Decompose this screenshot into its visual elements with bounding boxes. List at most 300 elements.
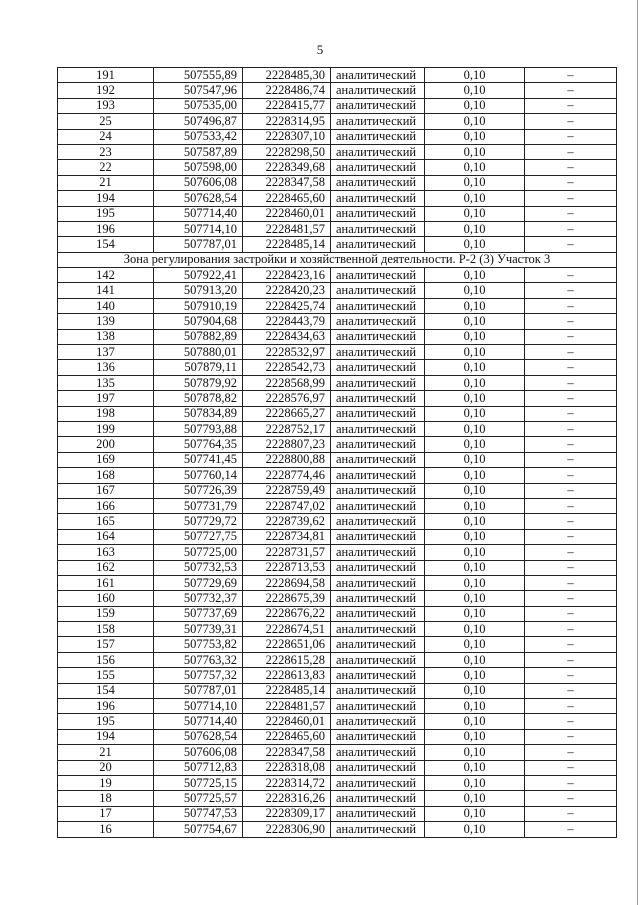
- accuracy-cell: 0,10: [425, 391, 525, 406]
- method-cell: аналитический: [331, 575, 425, 590]
- point-number-cell: 24: [58, 129, 154, 144]
- accuracy-cell: 0,10: [425, 114, 525, 129]
- point-number-cell: 135: [58, 375, 154, 390]
- y-coordinate-cell: 2228675,39: [243, 591, 331, 606]
- page-number: 5: [316, 42, 324, 57]
- method-cell: аналитический: [331, 160, 425, 175]
- point-number-cell: 191: [58, 68, 154, 83]
- x-coordinate-cell: 507878,82: [154, 391, 243, 406]
- note-cell: –: [525, 729, 617, 744]
- method-cell: аналитический: [331, 483, 425, 498]
- x-coordinate-cell: 507757,32: [154, 668, 243, 683]
- note-cell: –: [525, 791, 617, 806]
- table-row: [58, 221, 617, 236]
- point-number-cell: 169: [58, 452, 154, 467]
- method-cell: аналитический: [331, 606, 425, 621]
- x-coordinate-cell: 507793,88: [154, 421, 243, 436]
- method-cell: аналитический: [331, 775, 425, 790]
- x-coordinate-cell: 507882,89: [154, 329, 243, 344]
- table-row: [58, 129, 617, 144]
- point-number-cell: 21: [58, 745, 154, 760]
- y-coordinate-cell: 2228425,74: [243, 298, 331, 313]
- note-cell: –: [525, 144, 617, 159]
- table-row: [58, 360, 617, 375]
- accuracy-cell: 0,10: [425, 144, 525, 159]
- method-cell: аналитический: [331, 468, 425, 483]
- method-cell: аналитический: [331, 806, 425, 821]
- accuracy-cell: 0,10: [425, 806, 525, 821]
- accuracy-cell: 0,10: [425, 83, 525, 98]
- point-number-cell: 199: [58, 421, 154, 436]
- y-coordinate-cell: 2228434,63: [243, 329, 331, 344]
- note-cell: –: [525, 237, 617, 252]
- method-cell: аналитический: [331, 637, 425, 652]
- table-row: [58, 791, 617, 806]
- accuracy-cell: 0,10: [425, 514, 525, 529]
- x-coordinate-cell: 507904,68: [154, 314, 243, 329]
- point-number-cell: 161: [58, 575, 154, 590]
- note-cell: –: [525, 175, 617, 190]
- y-coordinate-cell: 2228465,60: [243, 191, 331, 206]
- x-coordinate-cell: 507714,40: [154, 714, 243, 729]
- accuracy-cell: 0,10: [425, 129, 525, 144]
- method-cell: аналитический: [331, 283, 425, 298]
- x-coordinate-cell: 507725,57: [154, 791, 243, 806]
- point-number-cell: 156: [58, 652, 154, 667]
- method-cell: аналитический: [331, 591, 425, 606]
- table-row: [58, 68, 617, 83]
- method-cell: аналитический: [331, 683, 425, 698]
- note-cell: –: [525, 406, 617, 421]
- method-cell: аналитический: [331, 360, 425, 375]
- table-row: [58, 160, 617, 175]
- y-coordinate-cell: 2228481,57: [243, 699, 331, 714]
- note-cell: –: [525, 68, 617, 83]
- method-cell: аналитический: [331, 268, 425, 283]
- x-coordinate-cell: 507712,83: [154, 760, 243, 775]
- point-number-cell: 168: [58, 468, 154, 483]
- method-cell: аналитический: [331, 545, 425, 560]
- x-coordinate-cell: 507714,10: [154, 699, 243, 714]
- point-number-cell: 197: [58, 391, 154, 406]
- accuracy-cell: 0,10: [425, 345, 525, 360]
- zone-section: [58, 252, 617, 267]
- x-coordinate-cell: 507535,00: [154, 98, 243, 113]
- note-cell: –: [525, 760, 617, 775]
- x-coordinate-cell: 507732,53: [154, 560, 243, 575]
- note-cell: –: [525, 314, 617, 329]
- x-coordinate-cell: 507753,82: [154, 637, 243, 652]
- y-coordinate-cell: 2228694,58: [243, 575, 331, 590]
- table-row: [58, 452, 617, 467]
- note-cell: –: [525, 483, 617, 498]
- accuracy-cell: 0,10: [425, 652, 525, 667]
- note-cell: –: [525, 391, 617, 406]
- table-row: [58, 775, 617, 790]
- x-coordinate-cell: 507879,11: [154, 360, 243, 375]
- y-coordinate-cell: 2228318,08: [243, 760, 331, 775]
- table-row: [58, 314, 617, 329]
- point-number-cell: 166: [58, 498, 154, 513]
- method-cell: аналитический: [331, 699, 425, 714]
- x-coordinate-cell: 507727,75: [154, 529, 243, 544]
- point-number-cell: 195: [58, 206, 154, 221]
- accuracy-cell: 0,10: [425, 298, 525, 313]
- x-coordinate-cell: 507628,54: [154, 191, 243, 206]
- accuracy-cell: 0,10: [425, 606, 525, 621]
- point-number-cell: 25: [58, 114, 154, 129]
- method-cell: аналитический: [331, 652, 425, 667]
- y-coordinate-cell: 2228542,73: [243, 360, 331, 375]
- y-coordinate-cell: 2228485,14: [243, 683, 331, 698]
- note-cell: –: [525, 514, 617, 529]
- x-coordinate-cell: 507879,92: [154, 375, 243, 390]
- table-row: [58, 114, 617, 129]
- point-number-cell: 20: [58, 760, 154, 775]
- method-cell: аналитический: [331, 622, 425, 637]
- x-coordinate-cell: 507760,14: [154, 468, 243, 483]
- method-cell: аналитический: [331, 668, 425, 683]
- accuracy-cell: 0,10: [425, 760, 525, 775]
- table-row: [58, 806, 617, 821]
- note-cell: –: [525, 529, 617, 544]
- y-coordinate-cell: 2228485,30: [243, 68, 331, 83]
- note-cell: –: [525, 560, 617, 575]
- y-coordinate-cell: 2228759,49: [243, 483, 331, 498]
- method-cell: аналитический: [331, 498, 425, 513]
- x-coordinate-cell: 507533,42: [154, 129, 243, 144]
- method-cell: аналитический: [331, 514, 425, 529]
- table-row: [58, 406, 617, 421]
- accuracy-cell: 0,10: [425, 360, 525, 375]
- note-cell: –: [525, 714, 617, 729]
- x-coordinate-cell: 507606,08: [154, 175, 243, 190]
- note-cell: –: [525, 160, 617, 175]
- table-row: [58, 437, 617, 452]
- x-coordinate-cell: 507737,69: [154, 606, 243, 621]
- point-number-cell: 160: [58, 591, 154, 606]
- method-cell: аналитический: [331, 114, 425, 129]
- accuracy-cell: 0,10: [425, 822, 525, 837]
- method-cell: аналитический: [331, 191, 425, 206]
- accuracy-cell: 0,10: [425, 745, 525, 760]
- note-cell: –: [525, 545, 617, 560]
- y-coordinate-cell: 2228423,16: [243, 268, 331, 283]
- x-coordinate-cell: 507910,19: [154, 298, 243, 313]
- method-cell: аналитический: [331, 421, 425, 436]
- accuracy-cell: 0,10: [425, 591, 525, 606]
- x-coordinate-cell: 507731,79: [154, 498, 243, 513]
- method-cell: аналитический: [331, 406, 425, 421]
- point-number-cell: 136: [58, 360, 154, 375]
- point-number-cell: 142: [58, 268, 154, 283]
- table-row: [58, 206, 617, 221]
- y-coordinate-cell: 2228734,81: [243, 529, 331, 544]
- method-cell: аналитический: [331, 822, 425, 837]
- y-coordinate-cell: 2228613,83: [243, 668, 331, 683]
- accuracy-cell: 0,10: [425, 160, 525, 175]
- point-number-cell: 140: [58, 298, 154, 313]
- zone-title: Зона регулирования застройки и хозяйственной деятельности. Р-2 (3) Участок 3: [58, 252, 617, 267]
- note-cell: –: [525, 822, 617, 837]
- table-row: [58, 529, 617, 544]
- point-number-cell: 162: [58, 560, 154, 575]
- note-cell: –: [525, 221, 617, 236]
- zone-header-row: [58, 252, 617, 267]
- point-number-cell: 158: [58, 622, 154, 637]
- method-cell: аналитический: [331, 98, 425, 113]
- table-row: [58, 514, 617, 529]
- point-number-cell: 23: [58, 144, 154, 159]
- accuracy-cell: 0,10: [425, 421, 525, 436]
- method-cell: аналитический: [331, 791, 425, 806]
- point-number-cell: 200: [58, 437, 154, 452]
- y-coordinate-cell: 2228674,51: [243, 622, 331, 637]
- table-row: [58, 606, 617, 621]
- y-coordinate-cell: 2228314,95: [243, 114, 331, 129]
- method-cell: аналитический: [331, 68, 425, 83]
- point-number-cell: 19: [58, 775, 154, 790]
- y-coordinate-cell: 2228460,01: [243, 714, 331, 729]
- x-coordinate-cell: 507732,37: [154, 591, 243, 606]
- accuracy-cell: 0,10: [425, 560, 525, 575]
- note-cell: –: [525, 421, 617, 436]
- table-row: [58, 745, 617, 760]
- table-row: [58, 283, 617, 298]
- x-coordinate-cell: 507547,96: [154, 83, 243, 98]
- accuracy-cell: 0,10: [425, 775, 525, 790]
- table-row: [58, 760, 617, 775]
- accuracy-cell: 0,10: [425, 375, 525, 390]
- accuracy-cell: 0,10: [425, 437, 525, 452]
- y-coordinate-cell: 2228807,23: [243, 437, 331, 452]
- accuracy-cell: 0,10: [425, 221, 525, 236]
- point-number-cell: 18: [58, 791, 154, 806]
- table-row: [58, 652, 617, 667]
- point-number-cell: 138: [58, 329, 154, 344]
- x-coordinate-cell: 507787,01: [154, 237, 243, 252]
- method-cell: аналитический: [331, 206, 425, 221]
- method-cell: аналитический: [331, 560, 425, 575]
- accuracy-cell: 0,10: [425, 729, 525, 744]
- y-coordinate-cell: 2228568,99: [243, 375, 331, 390]
- note-cell: –: [525, 606, 617, 621]
- point-number-cell: 196: [58, 221, 154, 236]
- note-cell: –: [525, 468, 617, 483]
- table-row: [58, 375, 617, 390]
- y-coordinate-cell: 2228774,46: [243, 468, 331, 483]
- table-row: [58, 468, 617, 483]
- x-coordinate-cell: 507555,89: [154, 68, 243, 83]
- note-cell: –: [525, 622, 617, 637]
- coordinates-table: [57, 67, 617, 838]
- accuracy-cell: 0,10: [425, 545, 525, 560]
- note-cell: –: [525, 637, 617, 652]
- point-number-cell: 198: [58, 406, 154, 421]
- x-coordinate-cell: 507729,72: [154, 514, 243, 529]
- x-coordinate-cell: 507739,31: [154, 622, 243, 637]
- note-cell: –: [525, 683, 617, 698]
- point-number-cell: 137: [58, 345, 154, 360]
- y-coordinate-cell: 2228481,57: [243, 221, 331, 236]
- method-cell: аналитический: [331, 83, 425, 98]
- table-row: [58, 545, 617, 560]
- accuracy-cell: 0,10: [425, 329, 525, 344]
- y-coordinate-cell: 2228443,79: [243, 314, 331, 329]
- table-row: [58, 729, 617, 744]
- x-coordinate-cell: 507834,89: [154, 406, 243, 421]
- y-coordinate-cell: 2228676,22: [243, 606, 331, 621]
- y-coordinate-cell: 2228347,58: [243, 745, 331, 760]
- method-cell: аналитический: [331, 745, 425, 760]
- y-coordinate-cell: 2228309,17: [243, 806, 331, 821]
- table-body-after-zone: [58, 268, 617, 837]
- x-coordinate-cell: 507726,39: [154, 483, 243, 498]
- point-number-cell: 17: [58, 806, 154, 821]
- x-coordinate-cell: 507880,01: [154, 345, 243, 360]
- point-number-cell: 164: [58, 529, 154, 544]
- x-coordinate-cell: 507754,67: [154, 822, 243, 837]
- y-coordinate-cell: 2228415,77: [243, 98, 331, 113]
- note-cell: –: [525, 114, 617, 129]
- accuracy-cell: 0,10: [425, 406, 525, 421]
- table-row: [58, 683, 617, 698]
- point-number-cell: 157: [58, 637, 154, 652]
- accuracy-cell: 0,10: [425, 98, 525, 113]
- point-number-cell: 154: [58, 237, 154, 252]
- accuracy-cell: 0,10: [425, 529, 525, 544]
- note-cell: –: [525, 129, 617, 144]
- x-coordinate-cell: 507496,87: [154, 114, 243, 129]
- point-number-cell: 22: [58, 160, 154, 175]
- y-coordinate-cell: 2228465,60: [243, 729, 331, 744]
- table-row: [58, 345, 617, 360]
- table-row: [58, 668, 617, 683]
- method-cell: аналитический: [331, 391, 425, 406]
- y-coordinate-cell: 2228665,27: [243, 406, 331, 421]
- point-number-cell: 167: [58, 483, 154, 498]
- y-coordinate-cell: 2228752,17: [243, 421, 331, 436]
- table-row: [58, 483, 617, 498]
- x-coordinate-cell: 507628,54: [154, 729, 243, 744]
- accuracy-cell: 0,10: [425, 699, 525, 714]
- accuracy-cell: 0,10: [425, 268, 525, 283]
- y-coordinate-cell: 2228298,50: [243, 144, 331, 159]
- method-cell: аналитический: [331, 529, 425, 544]
- note-cell: –: [525, 98, 617, 113]
- x-coordinate-cell: 507741,45: [154, 452, 243, 467]
- x-coordinate-cell: 507587,89: [154, 144, 243, 159]
- y-coordinate-cell: 2228739,62: [243, 514, 331, 529]
- y-coordinate-cell: 2228615,28: [243, 652, 331, 667]
- accuracy-cell: 0,10: [425, 237, 525, 252]
- method-cell: аналитический: [331, 298, 425, 313]
- table-row: [58, 298, 617, 313]
- x-coordinate-cell: 507763,32: [154, 652, 243, 667]
- table-row: [58, 622, 617, 637]
- table-row: [58, 421, 617, 436]
- y-coordinate-cell: 2228347,58: [243, 175, 331, 190]
- point-number-cell: 139: [58, 314, 154, 329]
- y-coordinate-cell: 2228651,06: [243, 637, 331, 652]
- point-number-cell: 163: [58, 545, 154, 560]
- x-coordinate-cell: 507725,00: [154, 545, 243, 560]
- table-row: [58, 391, 617, 406]
- note-cell: –: [525, 83, 617, 98]
- note-cell: –: [525, 806, 617, 821]
- note-cell: –: [525, 375, 617, 390]
- accuracy-cell: 0,10: [425, 575, 525, 590]
- accuracy-cell: 0,10: [425, 206, 525, 221]
- method-cell: аналитический: [331, 144, 425, 159]
- point-number-cell: 193: [58, 98, 154, 113]
- method-cell: аналитический: [331, 237, 425, 252]
- accuracy-cell: 0,10: [425, 452, 525, 467]
- table-row: [58, 191, 617, 206]
- note-cell: –: [525, 345, 617, 360]
- accuracy-cell: 0,10: [425, 637, 525, 652]
- y-coordinate-cell: 2228420,23: [243, 283, 331, 298]
- method-cell: аналитический: [331, 452, 425, 467]
- method-cell: аналитический: [331, 729, 425, 744]
- note-cell: –: [525, 591, 617, 606]
- table-row: [58, 714, 617, 729]
- point-number-cell: 192: [58, 83, 154, 98]
- accuracy-cell: 0,10: [425, 668, 525, 683]
- table-row: [58, 699, 617, 714]
- table-row: [58, 822, 617, 837]
- x-coordinate-cell: 507725,15: [154, 775, 243, 790]
- note-cell: –: [525, 699, 617, 714]
- point-number-cell: 154: [58, 683, 154, 698]
- point-number-cell: 196: [58, 699, 154, 714]
- table-row: [58, 98, 617, 113]
- x-coordinate-cell: 507729,69: [154, 575, 243, 590]
- point-number-cell: 16: [58, 822, 154, 837]
- note-cell: –: [525, 575, 617, 590]
- accuracy-cell: 0,10: [425, 622, 525, 637]
- method-cell: аналитический: [331, 760, 425, 775]
- table-row: [58, 83, 617, 98]
- table-row: [58, 237, 617, 252]
- y-coordinate-cell: 2228485,14: [243, 237, 331, 252]
- y-coordinate-cell: 2228486,74: [243, 83, 331, 98]
- point-number-cell: 141: [58, 283, 154, 298]
- point-number-cell: 159: [58, 606, 154, 621]
- method-cell: аналитический: [331, 345, 425, 360]
- accuracy-cell: 0,10: [425, 468, 525, 483]
- y-coordinate-cell: 2228349,68: [243, 160, 331, 175]
- method-cell: аналитический: [331, 175, 425, 190]
- method-cell: аналитический: [331, 221, 425, 236]
- note-cell: –: [525, 498, 617, 513]
- scan-edge-line: [637, 0, 638, 905]
- x-coordinate-cell: 507764,35: [154, 437, 243, 452]
- table-row: [58, 144, 617, 159]
- method-cell: аналитический: [331, 329, 425, 344]
- x-coordinate-cell: 507714,10: [154, 221, 243, 236]
- note-cell: –: [525, 206, 617, 221]
- y-coordinate-cell: 2228314,72: [243, 775, 331, 790]
- note-cell: –: [525, 652, 617, 667]
- note-cell: –: [525, 452, 617, 467]
- table-body-before-zone: [58, 68, 617, 253]
- accuracy-cell: 0,10: [425, 283, 525, 298]
- y-coordinate-cell: 2228460,01: [243, 206, 331, 221]
- y-coordinate-cell: 2228731,57: [243, 545, 331, 560]
- accuracy-cell: 0,10: [425, 68, 525, 83]
- y-coordinate-cell: 2228316,26: [243, 791, 331, 806]
